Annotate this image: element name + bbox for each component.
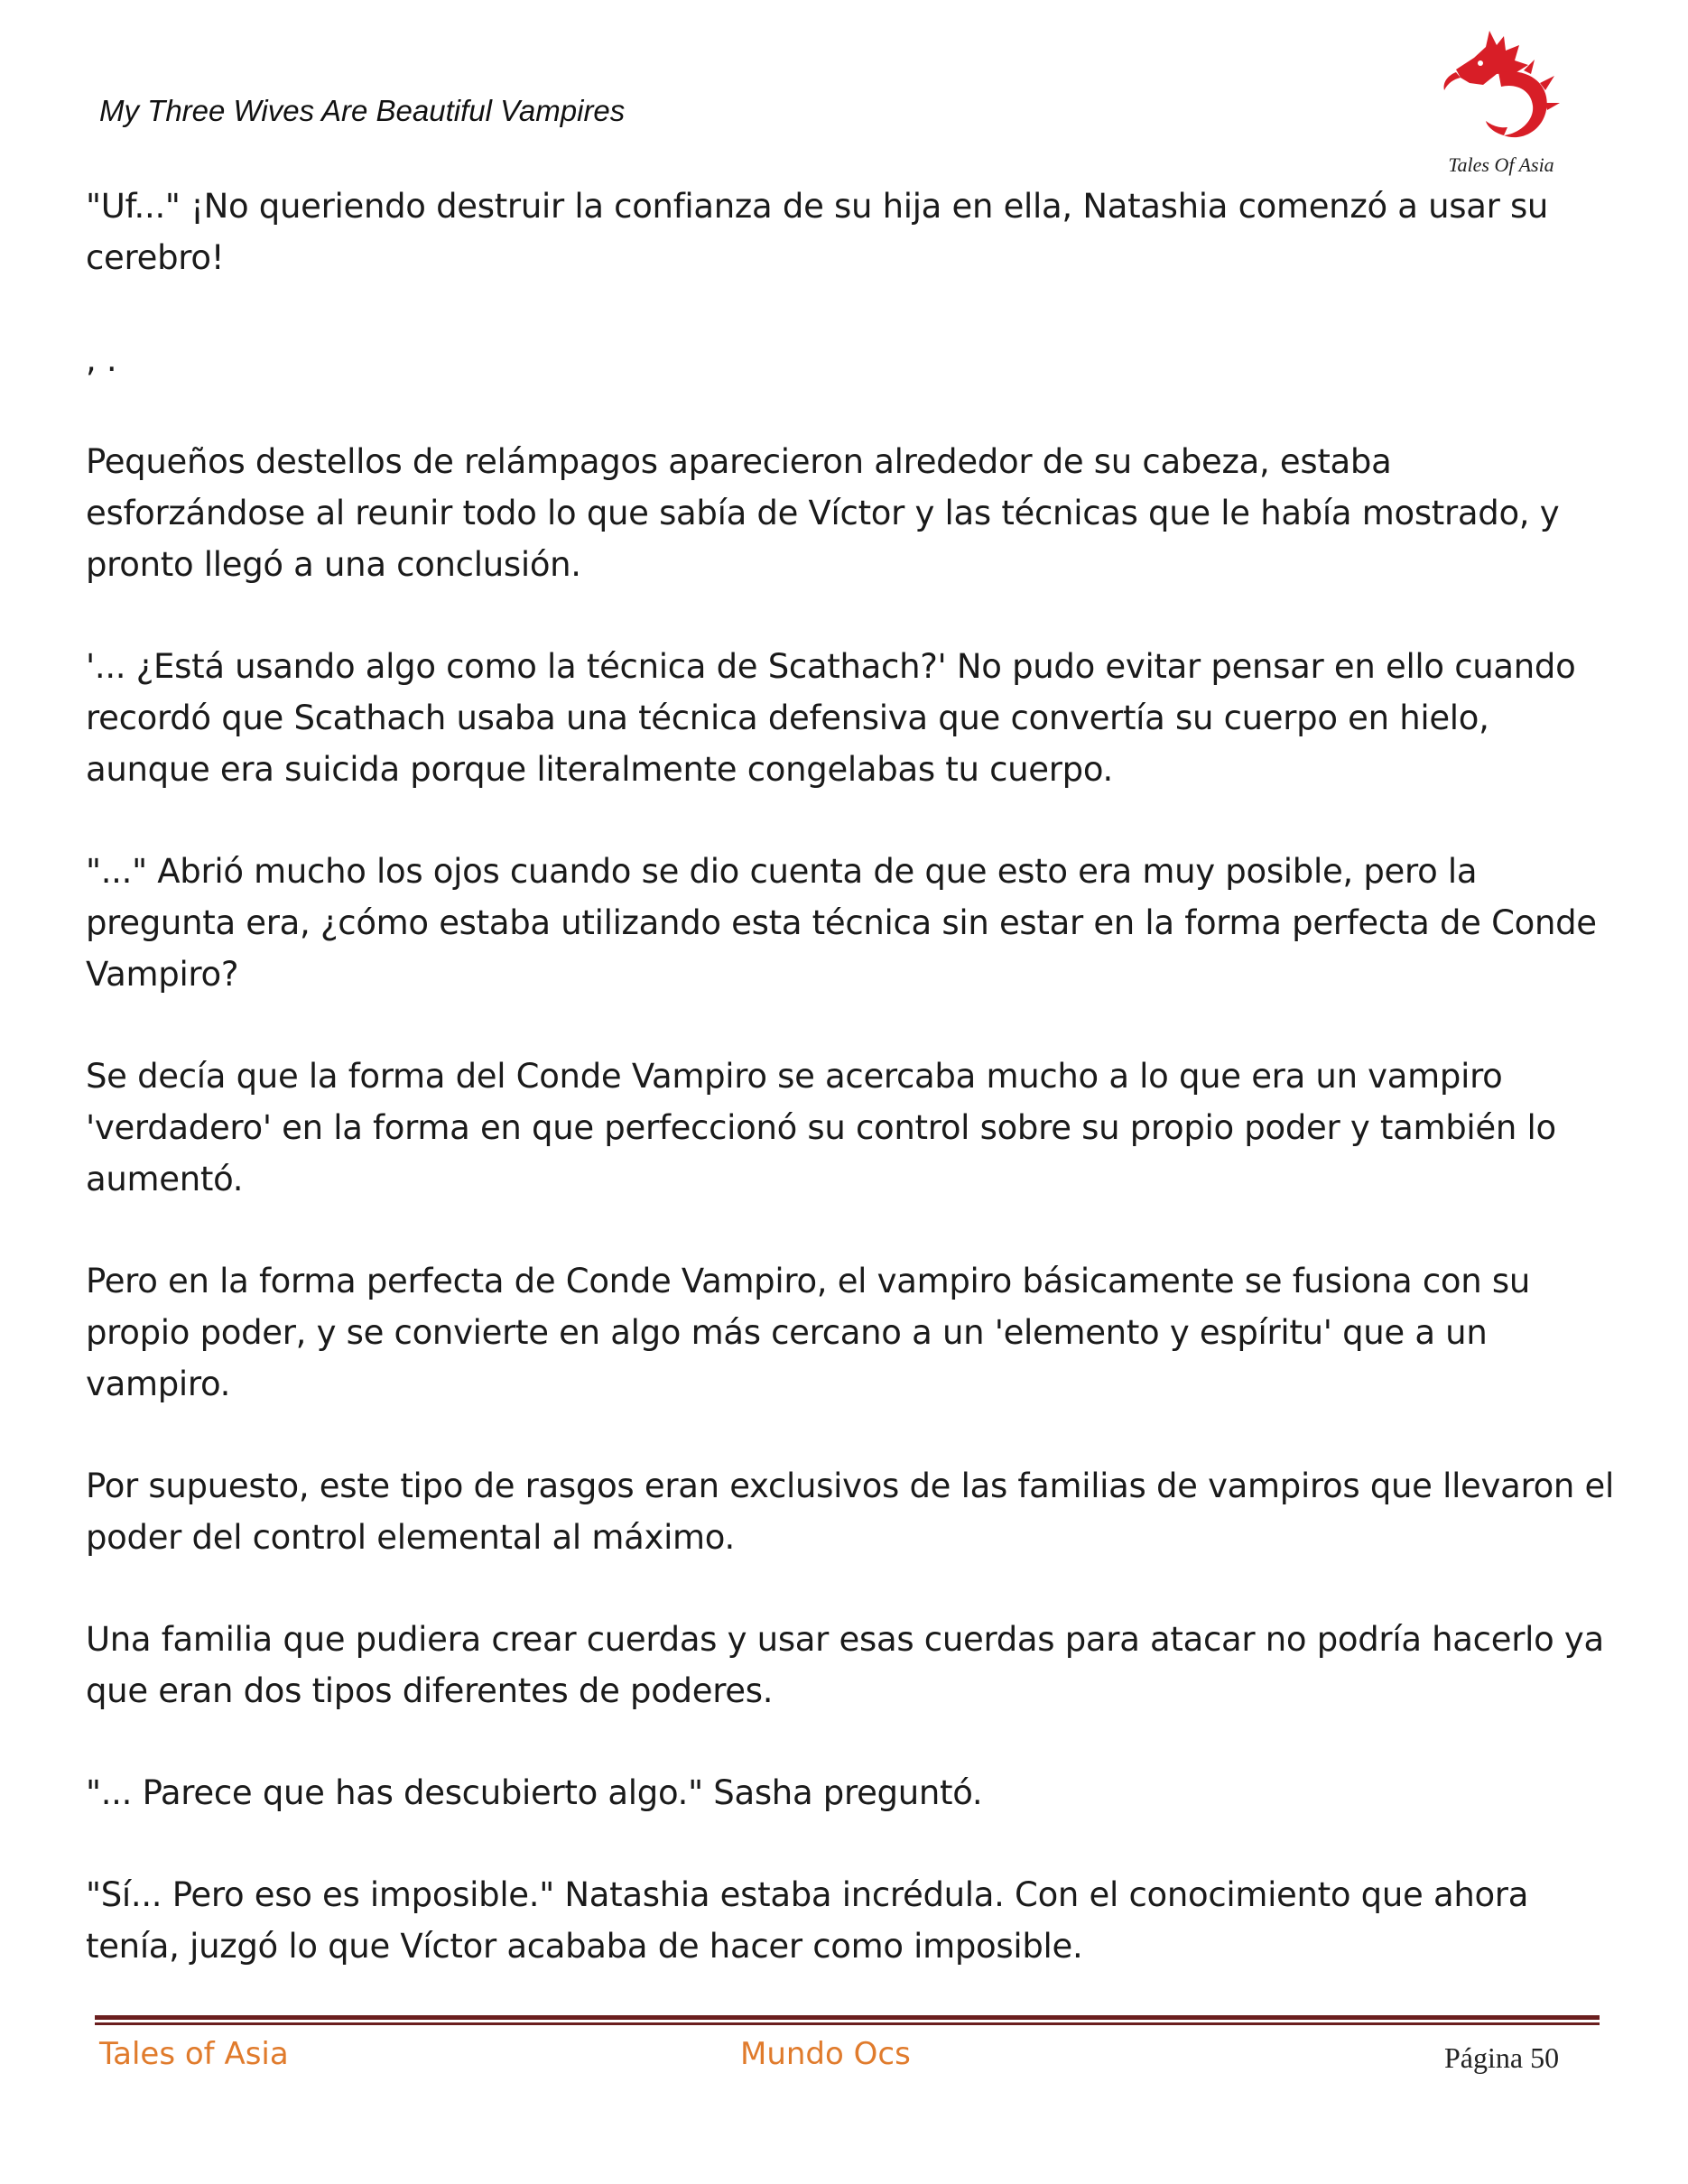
- paragraph: "... Parece que has descubierto algo." Sasha preguntó.: [86, 1773, 983, 1812]
- red-dragon-icon: [1433, 20, 1569, 155]
- paragraph: , .: [86, 340, 117, 379]
- tales-of-asia-logo: [1433, 20, 1569, 182]
- footer-divider: [95, 2015, 1600, 2025]
- logo-text: Tales Of Asia: [1448, 153, 1554, 176]
- footer-publisher: Tales of Asia: [99, 2036, 289, 2072]
- paragraph: "Uf..." ¡No queriendo destruir la confianza de su hija en ella, Natashia comenzó a usar su cerebro!: [86, 187, 1549, 277]
- paragraph: Se decía que la forma del Conde Vampiro se acercaba mucho a lo que era un vampiro 'verdadero' en la forma en que perfeccionó su control sobre su propio poder y también lo aumentó.: [86, 1057, 1556, 1198]
- paragraph: Pero en la forma perfecta de Conde Vampiro, el vampiro básicamente se fusiona con su propio poder, y se convierte en algo más cercano a un 'elemento y espíritu' que a un vampiro.: [86, 1262, 1530, 1403]
- footer-section: Mundo Ocs: [740, 2036, 911, 2072]
- document-header-title: My Three Wives Are Beautiful Vampires: [99, 94, 626, 127]
- page-number: Página 50: [1444, 2041, 1560, 2074]
- document-body: [86, 180, 1620, 2022]
- paragraph: Una familia que pudiera crear cuerdas y usar esas cuerdas para atacar no podría hacerlo ya que eran dos tipos diferentes de poderes.: [86, 1620, 1604, 1710]
- paragraph: Por supuesto, este tipo de rasgos eran exclusivos de las familias de vampiros que llevaron el poder del control elemental al máximo.: [86, 1467, 1614, 1557]
- paragraph: "Sí... Pero eso es imposible." Natashia estaba incrédula. Con el conocimiento que ahora tenía, juzgó lo que Víctor acababa de hacer como imposible.: [86, 1875, 1529, 1966]
- paragraph: "..." Abrió mucho los ojos cuando se dio cuenta de que esto era muy posible, pero la pregunta era, ¿cómo estaba utilizando esta técnica sin estar en la forma perfecta de Conde Vampiro?: [86, 852, 1597, 994]
- paragraph: Pequeños destellos de relámpagos aparecieron alrededor de su cabeza, estaba esforzándose al reunir todo lo que sabía de Víctor y las técnicas que le había mostrado, y pronto llegó a una conclusión.: [86, 442, 1560, 584]
- paragraph: '... ¿Está usando algo como la técnica de Scathach?' No pudo evitar pensar en ello cuando recordó que Scathach usaba una técnica defensiva que convertía su cuerpo en hielo, aunque era suicida porque literalmente congelabas tu cuerpo.: [86, 647, 1576, 789]
